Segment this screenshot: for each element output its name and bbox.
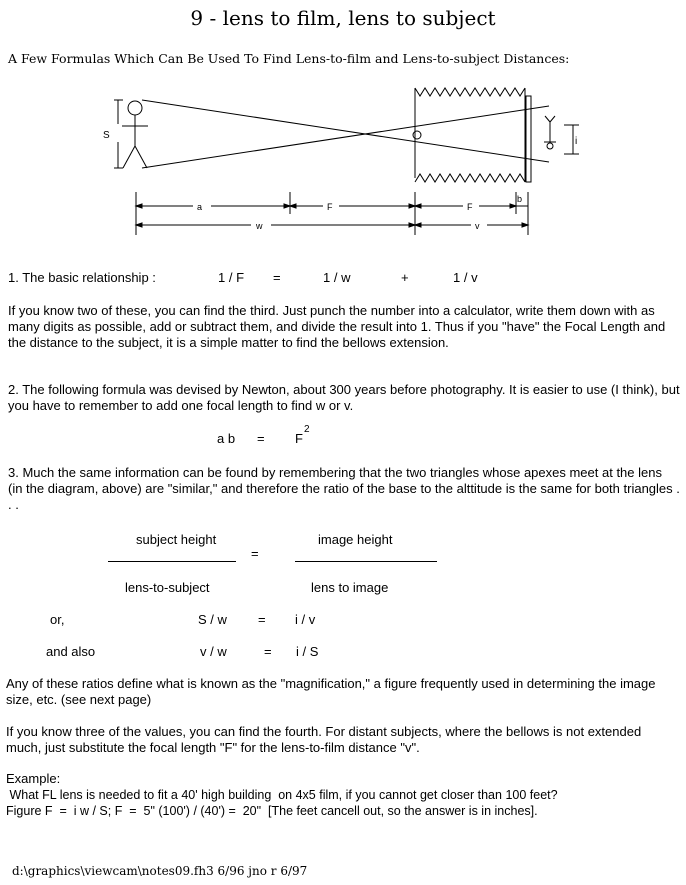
label-b: b (517, 194, 523, 204)
page-title: 9 - lens to film, lens to subject (190, 6, 496, 30)
fraction-2-bar (295, 561, 437, 562)
subject-figure (122, 101, 148, 168)
basic-relationship-lead: 1. The basic relationship : (8, 270, 156, 285)
or-label: or, (50, 612, 65, 627)
ratio-2-rhs: i / S (296, 644, 319, 659)
subject-height-bracket (114, 100, 123, 168)
paragraph-similar-triangles: 3. Much the same information can be found by remembering that the two triangles whose apexes meet at the lens (in the diagram, above) are "similar," and therefore the ratio of the base to the alttitude is the same for both triangles . . . (8, 465, 680, 512)
formula-1-lhs: 1 / F (218, 270, 245, 285)
formula-1-plus: + (401, 270, 409, 285)
paragraph-newton: 2. The following formula was devised by Newton, about 300 years before photography. It is easier to use (I think), but you have to remember to add one focal length to find w or v. (8, 382, 680, 413)
dimension-lines (136, 192, 528, 235)
formula-2-exponent: 2 (304, 424, 310, 435)
formula-1-term1: 1 / w (323, 270, 351, 285)
example-heading: Example: (6, 771, 61, 786)
label-a: a (197, 202, 203, 212)
fraction-2-denominator: lens to image (311, 580, 389, 595)
label-i: i (575, 136, 578, 147)
ratio-1-eq: = (258, 612, 266, 627)
ratio-2-lhs: v / w (200, 644, 227, 659)
label-w: w (256, 221, 263, 231)
example-line-1: What FL lens is needed to fit a 40' high building on 4x5 film, if you cannot get closer than 100 feet? (6, 788, 558, 802)
example-line-2: Figure F = i w / S; F = 5" (100') / (40') = 20" [The feet cancell out, so the answer is in inches]. (6, 804, 538, 818)
ratio-1-lhs: S / w (198, 612, 227, 627)
formula-1-eq: = (273, 270, 281, 285)
paragraph-magnification: Any of these ratios define what is known as the "magnification," a figure frequently used in determining the image size, etc. (see next page) (6, 676, 656, 707)
lens-diagram (95, 82, 578, 242)
bellows-bottom (415, 174, 525, 182)
bellows-top (415, 88, 525, 96)
formula-2-lhs: a b (217, 431, 236, 446)
paragraph-fourth-value: If you know three of the values, you can find the fourth. For distant subjects, where the bellows is not extended much, just substitute the focal length "F" for the lens-to-film distance "v". (6, 724, 642, 755)
fraction-1-bar (108, 561, 236, 562)
label-F2: F (467, 202, 473, 212)
ratio-2-eq: = (264, 644, 272, 659)
label-F1: F (327, 202, 333, 212)
lens (413, 88, 421, 178)
label-S: S (103, 130, 110, 141)
and-also-label: and also (46, 644, 96, 659)
page-subtitle: A Few Formulas Which Can Be Used To Find Lens-to-film and Lens-to-subject Distances: (8, 51, 570, 66)
formula-1-term2: 1 / v (453, 270, 478, 285)
formula-2-eq: = (257, 431, 265, 446)
fraction-2-numerator: image height (318, 532, 393, 547)
fraction-equals: = (251, 546, 259, 561)
label-v: v (475, 221, 480, 231)
light-rays (142, 100, 549, 168)
fraction-1-denominator: lens-to-subject (125, 580, 210, 595)
fraction-1-numerator: subject height (136, 532, 217, 547)
formula-2-rhs: F (295, 431, 303, 446)
ratio-1-rhs: i / v (295, 612, 316, 627)
inverted-image (544, 116, 556, 149)
paragraph-basic: If you know two of these, you can find the third. Just punch the number into a calculator, write them down with as many digits as possible, add or subtract them, and divide the result into 1. Thus if you "have" the Focal Length and the distance to the subject, it is a simple matter to find the bellows extension. (8, 303, 666, 350)
file-path-footer: d:\graphics\viewcam\notes09.fh3 6/96 jno r 6/97 (12, 864, 308, 878)
